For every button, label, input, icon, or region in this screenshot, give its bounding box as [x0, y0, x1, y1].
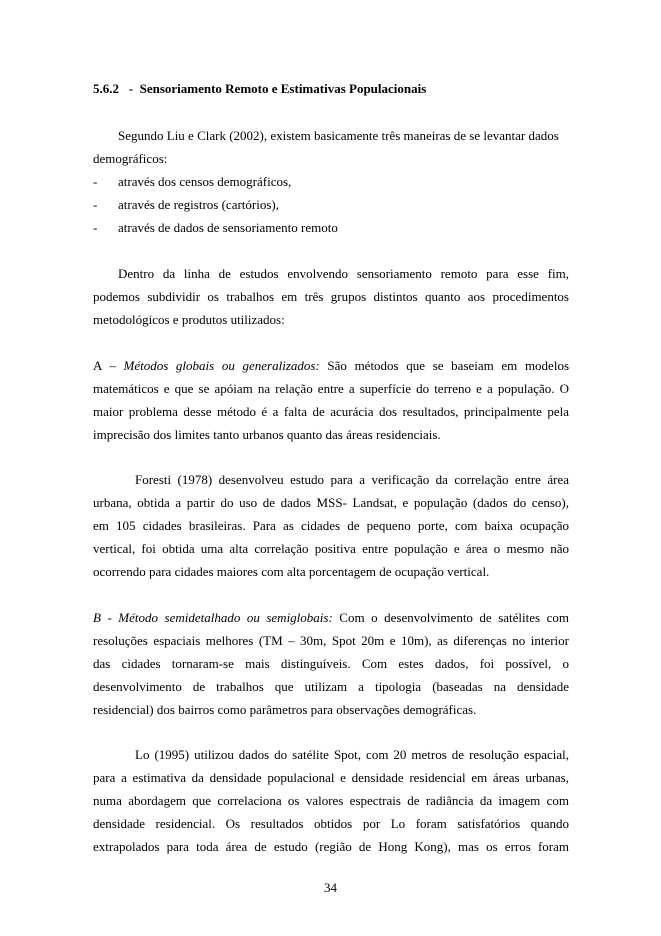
- page-number: 34: [324, 880, 337, 895]
- section-title: Sensoriamento Remoto e Estimativas Populacionais: [139, 81, 427, 96]
- method-b-first-line: Com o desenvolvimento de satélites com: [332, 610, 569, 625]
- bullet-item: através dos censos demográficos,: [118, 174, 292, 189]
- bullet-item: através de registros (cartórios),: [118, 197, 279, 212]
- studies-line-3: metodológicos e produtos utilizados:: [93, 312, 285, 327]
- method-a-line-1: [93, 358, 569, 374]
- intro-line-2: demográficos:: [93, 151, 168, 166]
- foresti-line-2: urbana, obtida a partir do uso de dados MSS- Landsat, e população (dados do censo),: [93, 495, 569, 510]
- bullet-dash: -: [93, 197, 98, 212]
- method-a-line-4: imprecisão dos limites tanto urbanos quanto das áreas residenciais.: [93, 427, 441, 442]
- lo-line-3: numa abordagem que correlaciona os valores espectrais de radiância da imagem com: [93, 793, 569, 808]
- lo-line-5: extrapolados para toda área de estudo (região de Hong Kong), mas os erros foram: [93, 839, 569, 854]
- section-separator: -: [128, 81, 134, 96]
- studies-line-2: podemos subdividir os trabalhos em três grupos distintos quanto aos procedimentos: [93, 289, 569, 304]
- foresti-line-4: vertical, foi obtida uma alta correlação positiva entre população e área o mesmo não: [93, 541, 569, 556]
- method-a-line-2: matemáticos e que se apóiam na relação entre a superfície do terreno e a população. O: [93, 381, 569, 396]
- lo-line-1: Lo (1995) utilizou dados do satélite Spot, com 20 metros de resolução espacial,: [135, 747, 569, 762]
- bullet-item: através de dados de sensoriamento remoto: [118, 220, 338, 235]
- method-a-prefix: A –: [93, 358, 124, 373]
- method-b-line-3: das cidades tornaram-se mais distinguíveis. Com estes dados, foi possível, o: [93, 656, 569, 671]
- section-number: 5.6.2: [93, 81, 119, 96]
- foresti-line-3: em 105 cidades brasileiras. Para as cidades de pequeno porte, com baixa ocupação: [93, 518, 569, 533]
- method-b-line-5: residencial) dos bairros como parâmetros para observações demográficas.: [93, 702, 477, 717]
- foresti-line-5: ocorrendo para cidades maiores com alta porcentagem de ocupação vertical.: [93, 564, 490, 579]
- method-b-line-2: resoluções espaciais melhores (TM – 30m, Spot 20m e 10m), as diferenças no interior: [93, 633, 569, 648]
- method-a-line-3: maior problema desse método é a falta de acurácia dos resultados, principalmente pela: [93, 404, 569, 419]
- intro-line-1: Segundo Liu e Clark (2002), existem basicamente três maneiras de se levantar dados: [118, 128, 559, 143]
- bullet-dash: -: [93, 220, 98, 235]
- method-b-label: B - Método semidetalhado ou semiglobais:: [93, 610, 333, 625]
- lo-line-2: para a estimativa da densidade populacional e densidade residencial em áreas urbanas,: [93, 770, 569, 785]
- bullet-dash: -: [93, 174, 98, 189]
- section-heading: [93, 81, 569, 97]
- lo-line-4: densidade residencial. Os resultados obtidos por Lo foram satisfatórios quando: [93, 816, 569, 831]
- method-b-line-1: [93, 610, 569, 626]
- foresti-line-1: Foresti (1978) desenvolveu estudo para a verificação da correlação entre área: [135, 472, 569, 487]
- method-a-label: Métodos globais ou generalizados:: [123, 358, 320, 373]
- method-a-first-line: São métodos que se baseiam em modelos: [319, 358, 570, 373]
- studies-line-1: Dentro da linha de estudos envolvendo sensoriamento remoto para esse fim,: [118, 266, 569, 281]
- method-b-line-4: desenvolvimento de trabalhos que utilizam a tipologia (baseadas na densidade: [93, 679, 569, 694]
